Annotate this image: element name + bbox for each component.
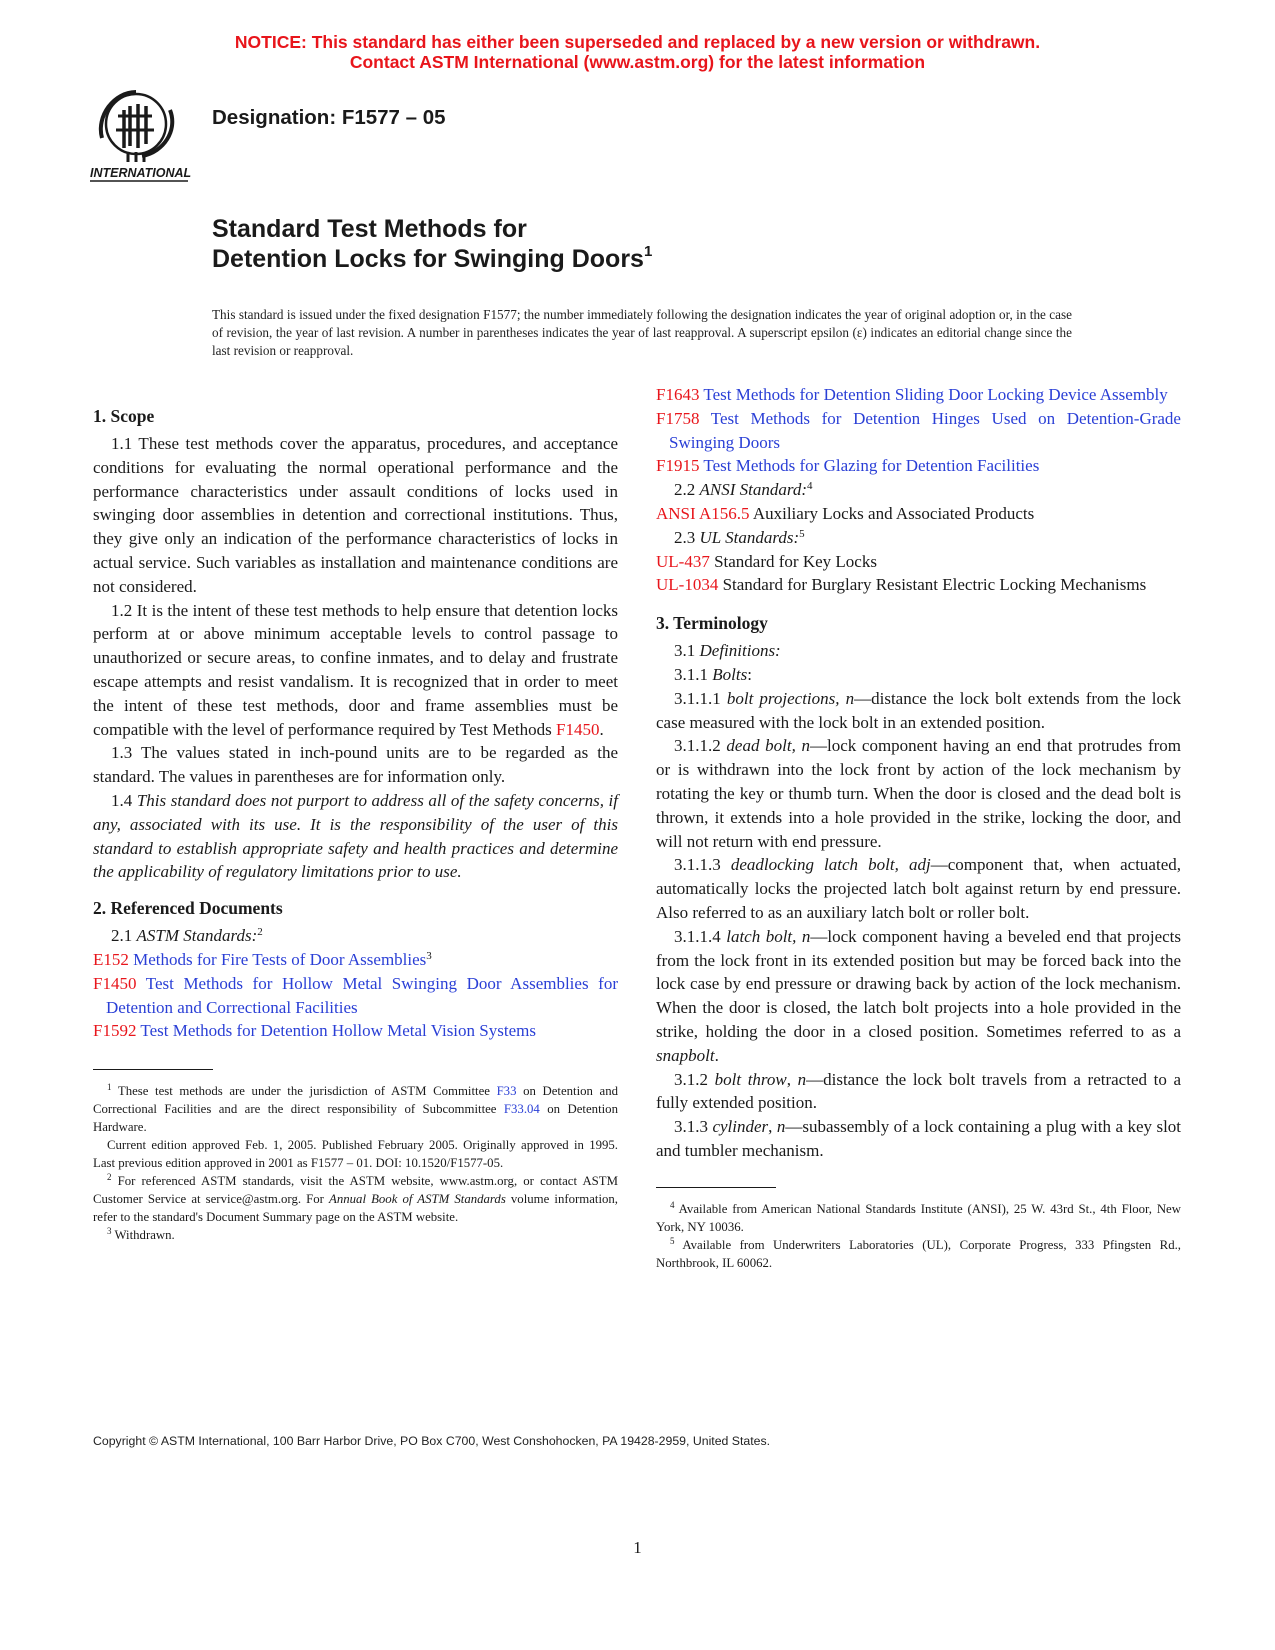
term-4-term: latch bolt, n bbox=[726, 926, 811, 946]
footnote-3 bbox=[93, 1226, 618, 1244]
section-terminology-heading: 3. Terminology bbox=[656, 613, 768, 634]
link-f33[interactable]: F33 bbox=[496, 1084, 517, 1099]
astm-logo bbox=[88, 86, 200, 186]
paragraph-1-4-text: This standard does not purport to address all of the safety concerns, if any, associated with its use. It is the responsibility of the user of this standard to establish appropriate safety and health practices and determine the applicability of regulatory limitations prior to use. bbox=[93, 790, 618, 882]
paragraph-1-2 bbox=[93, 599, 618, 742]
term-deadlocking-latch-bolt bbox=[656, 853, 1181, 924]
footnote-2-italic: Annual Book of ASTM Standards bbox=[329, 1192, 506, 1207]
term-1-definition: —distance the lock bolt extends from the lock case measured with the lock bolt in an extended position. bbox=[656, 688, 1182, 732]
bolts-number: 3.1.1 bbox=[674, 664, 708, 684]
ref-f1643-title[interactable]: Test Methods for Detention Sliding Door Locking Device Assembly bbox=[703, 385, 1168, 404]
ref-f1592-title[interactable]: Test Methods for Detention Hollow Metal Vision Systems bbox=[140, 1021, 536, 1041]
footnote-4 bbox=[656, 1200, 1181, 1236]
left-column bbox=[93, 404, 618, 1244]
ref-f1450-title[interactable]: Test Methods for Hollow Metal Swinging Door Assemblies for Detention and Correctional Facilities bbox=[106, 973, 618, 1017]
title-line-2-text: Detention Locks for Swinging Doors bbox=[212, 245, 644, 273]
term-4-definition: —lock component having a beveled end that projects from the lock front in its extended position but may be forced back into the lock case by end pressure or drawing back by action of the lock mechanism. When the door is closed, the latch bolt projects into a hole provided in the strike, holding the door in a closed position. Sometimes referred to as a bbox=[656, 926, 1181, 1041]
bolts-label bbox=[656, 663, 1181, 687]
ref-f1592-code[interactable]: F1592 bbox=[93, 1021, 137, 1041]
title-line-2 bbox=[212, 244, 652, 274]
definitions-label bbox=[656, 639, 1181, 663]
footnote-5 bbox=[656, 1236, 1181, 1272]
ref-f1450-code[interactable]: F1450 bbox=[93, 973, 137, 993]
definitions-text: Definitions: bbox=[699, 641, 781, 661]
issue-note: This standard is issued under the fixed designation F1577; the number immediately following the designation indicates the year of original adoption or, in the case of revision, the year of last revision. A number in parentheses indicates the year of last reapproval. A superscript epsilon (ε) indicates an editorial change since the last revision or reapproval. bbox=[212, 307, 1072, 358]
term-5-definition: —distance the lock bolt travels from a retracted to a fully extended position. bbox=[656, 1069, 1182, 1113]
term-dead-bolt bbox=[656, 734, 1181, 853]
footnote-1-text-c: on Detention Hardware. bbox=[93, 1102, 618, 1135]
ref-ul437-title: Standard for Key Locks bbox=[714, 551, 877, 571]
term-6-n: n bbox=[776, 1117, 786, 1137]
footnote-1-mark: 1 bbox=[107, 1082, 112, 1093]
footnote-1-text-b: on Detention and Correctional Facilities and are the direct responsibility of Subcommittee bbox=[93, 1084, 619, 1117]
term-2-number: 3.1.1.2 bbox=[674, 736, 721, 756]
footnote-3-text: Withdrawn. bbox=[114, 1228, 175, 1243]
astm-label-number: 2.1 bbox=[111, 926, 133, 946]
footnote-2 bbox=[93, 1172, 618, 1226]
ref-e152[interactable] bbox=[93, 948, 618, 972]
footnote-5-mark: 5 bbox=[670, 1235, 675, 1246]
term-latch-bolt bbox=[656, 925, 1181, 1068]
footnote-1-text-a: These test methods are under the jurisdiction of ASTM Committee bbox=[117, 1084, 490, 1099]
astm-standards-label bbox=[93, 924, 618, 948]
term-4-period: . bbox=[714, 1045, 719, 1065]
ul-label-footnote: 5 bbox=[799, 527, 805, 540]
section-scope-heading: 1. Scope bbox=[93, 406, 155, 426]
ansi-label-text: ANSI Standard: bbox=[699, 480, 808, 500]
term-5-number: 3.1.2 bbox=[674, 1069, 708, 1089]
term-bolt-projections bbox=[656, 687, 1181, 735]
term-6-number: 3.1.3 bbox=[674, 1117, 708, 1137]
page-number: 1 bbox=[633, 1538, 642, 1557]
term-6-definition: —subassembly of a lock containing a plug with a key slot and tumbler mechanism. bbox=[656, 1117, 1182, 1160]
footnote-4-mark: 4 bbox=[670, 1199, 675, 1210]
term-2-term: dead bolt, n bbox=[726, 736, 810, 756]
term-bolt-throw bbox=[656, 1068, 1181, 1116]
term-3-number: 3.1.1.3 bbox=[674, 855, 721, 875]
ref-ul-437[interactable] bbox=[656, 550, 1181, 574]
paragraph-1-2-end: . bbox=[599, 719, 604, 739]
astm-label-footnote: 2 bbox=[257, 926, 263, 939]
right-column bbox=[656, 383, 1181, 1272]
footnote-4-text: Available from American National Standards Institute (ANSI), 25 W. 43rd St., 4th Floor, New York, NY 10036. bbox=[656, 1201, 1181, 1234]
paragraph-1-4-number: 1.4 bbox=[111, 790, 133, 810]
ref-f1915-title[interactable]: Test Methods for Glazing for Detention Facilities bbox=[703, 456, 1040, 476]
term-6-term: cylinder bbox=[712, 1117, 769, 1137]
bolts-colon: : bbox=[747, 664, 752, 684]
term-1-term: bolt projections, n bbox=[726, 688, 855, 708]
ref-f1758-title[interactable]: Test Methods for Detention Hinges Used on Detention-Grade Swinging Doors bbox=[669, 408, 1181, 452]
bolts-text: Bolts bbox=[712, 664, 748, 684]
ref-e152-code[interactable]: E152 bbox=[93, 949, 129, 969]
ref-ul1034-title: Standard for Burglary Resistant Electric Locking Mechanisms bbox=[722, 575, 1147, 595]
ref-f1915[interactable] bbox=[656, 454, 1181, 478]
supersession-notice bbox=[0, 32, 1275, 72]
footnote-1 bbox=[93, 1082, 618, 1136]
term-cylinder bbox=[656, 1115, 1181, 1163]
paragraph-1-2-text: 1.2 It is the intent of these test methods to help ensure that detention locks perform at or above minimum acceptable levels to control passage to unauthorized or secure areas, to confine inmates, and to delay and frustrate escape attempts and resist vandalism. It is recognized that in order to meet the intent of these test methods, door and frame assemblies must be compatible with the level of performance required by Test Methods bbox=[93, 600, 618, 739]
title-line-1: Standard Test Methods for bbox=[212, 215, 527, 243]
ref-f1592[interactable] bbox=[93, 1019, 618, 1043]
ref-ansi-a156-5[interactable] bbox=[656, 502, 1181, 526]
paragraph-1-3: 1.3 The values stated in inch-pound units are to be regarded as the standard. The values in parentheses are for information only. bbox=[93, 743, 618, 787]
paragraph-1-4 bbox=[93, 789, 618, 884]
footnote-5-text: Available from Underwriters Laboratories (UL), Corporate Progress, 333 Pfingsten Rd., Northbrook, IL 60062. bbox=[656, 1237, 1181, 1270]
footnote-3-mark: 3 bbox=[107, 1226, 112, 1237]
left-footnotes bbox=[93, 1082, 618, 1244]
term-4-snapbolt: snapbolt bbox=[656, 1045, 715, 1065]
ref-ansi-code[interactable]: ANSI A156.5 bbox=[656, 503, 750, 523]
ref-f1450[interactable] bbox=[93, 972, 618, 1020]
term-6-comma: , bbox=[768, 1117, 773, 1137]
footnote-divider bbox=[93, 1069, 213, 1070]
link-f33-04[interactable]: F33.04 bbox=[503, 1102, 540, 1117]
term-3-term: deadlocking latch bolt, adj bbox=[730, 855, 931, 875]
footnote-divider-right bbox=[656, 1187, 776, 1188]
ref-ul437-code[interactable]: UL-437 bbox=[656, 551, 710, 571]
term-3-definition: —component that, when actuated, automatically locks the projected latch bolt against return by end pressure. Also referred to as an auxiliary latch bolt or roller bolt. bbox=[656, 855, 1181, 922]
ref-f1643-code[interactable]: F1643 bbox=[656, 385, 700, 404]
definitions-number: 3.1 bbox=[674, 641, 696, 661]
ul-standards-label bbox=[656, 526, 1181, 550]
astm-logo-icon bbox=[88, 86, 200, 186]
ref-ul1034-code[interactable]: UL-1034 bbox=[656, 575, 719, 595]
footnote-1-edition: Current edition approved Feb. 1, 2005. Published February 2005. Originally approved in 1995. Last previous edition approved in 2001 as F1577 – 01. DOI: 10.1520/F1577-05. bbox=[93, 1138, 618, 1171]
footnote-2-text-a: For referenced ASTM standards, visit the ASTM website, www.astm.org, or contact ASTM Customer Service at service@astm.org. For bbox=[93, 1174, 618, 1207]
ref-e152-title[interactable]: Methods for Fire Tests of Door Assemblies bbox=[133, 949, 427, 969]
ref-ul-1034[interactable] bbox=[656, 573, 1181, 597]
notice-line-2: Contact ASTM International (www.astm.org) for the latest information bbox=[349, 52, 926, 72]
ref-f1758[interactable] bbox=[656, 407, 1181, 455]
ansi-label-number: 2.2 bbox=[674, 480, 696, 500]
term-1-number: 3.1.1.1 bbox=[674, 688, 721, 708]
footnote-2-text-b: volume information, refer to the standard's Document Summary page on the ASTM website. bbox=[93, 1192, 618, 1225]
copyright-line: Copyright © ASTM International, 100 Barr Harbor Drive, PO Box C700, West Conshohocken, PA 19428-2959, United States. bbox=[93, 1434, 771, 1448]
notice-line-1: NOTICE: This standard has either been superseded and replaced by a new version or withdrawn. bbox=[234, 32, 1041, 52]
designation: Designation: F1577 – 05 bbox=[212, 106, 446, 129]
ref-ansi-title: Auxiliary Locks and Associated Products bbox=[752, 503, 1035, 523]
link-f1450[interactable]: F1450 bbox=[556, 719, 600, 739]
term-4-number: 3.1.1.4 bbox=[674, 926, 721, 946]
ul-label-number: 2.3 bbox=[674, 527, 696, 547]
right-footnotes bbox=[656, 1200, 1181, 1272]
logo-wordmark: INTERNATIONAL bbox=[90, 166, 192, 180]
title-footnote-mark: 1 bbox=[643, 243, 653, 260]
ansi-standard-label bbox=[656, 478, 1181, 502]
ul-label-text: UL Standards: bbox=[699, 527, 800, 547]
paragraph-1-1: 1.1 These test methods cover the apparatus, procedures, and acceptance conditions for evaluating the normal operational performance and the performance characteristics under assault conditions of locks used in swinging door assemblies in detention and correctional institutions. Thus, they give only an indication of the performance characteristics of locks in actual service. Such variables as installation and maintenance conditions are not considered. bbox=[93, 434, 618, 596]
ref-f1915-code[interactable]: F1915 bbox=[656, 456, 700, 476]
ansi-label-footnote: 4 bbox=[807, 480, 813, 493]
section-refdocs-heading: 2. Referenced Documents bbox=[93, 898, 283, 919]
astm-label-text: ASTM Standards: bbox=[136, 926, 258, 946]
footnote-2-mark: 2 bbox=[107, 1172, 112, 1183]
ref-f1643[interactable] bbox=[656, 383, 1181, 407]
document-title bbox=[212, 214, 652, 274]
ref-f1758-code[interactable]: F1758 bbox=[656, 408, 700, 428]
ref-e152-footnote: 3 bbox=[426, 949, 432, 962]
term-2-definition: —lock component having an end that protrudes from or is withdrawn into the lock front by action of the lock mechanism by rotating the key or thumb turn. When the door is closed and the dead bolt is thrown, it extends into a hole provided in the strike, locking the door, and will not return with end pressure. bbox=[656, 736, 1181, 851]
term-5-term: bolt throw bbox=[714, 1069, 787, 1089]
term-5-comma: , bbox=[786, 1069, 791, 1089]
term-5-n: n bbox=[797, 1069, 807, 1089]
